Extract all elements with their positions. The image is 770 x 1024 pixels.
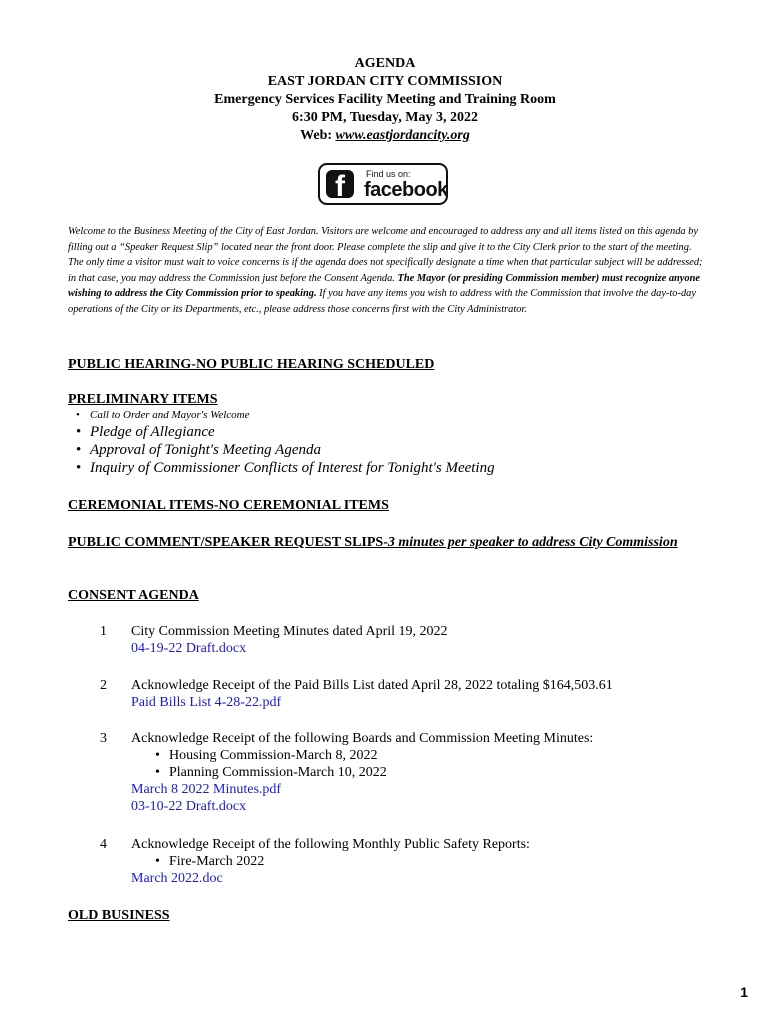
section-ceremonial-items: CEREMONIAL ITEMS-NO CEREMONIAL ITEMS: [68, 498, 389, 513]
intro-text-end: If you have any items you wish to address with the Commission that involve the day-to-day operations of the City or its Departments, etc., please address those concerns first with the City Administrator.: [68, 288, 696, 315]
intro-text-start: Welcome to the Business Meeting of the City of East Jordan. Visitors are welcome and encouraged to address any and all items listed on this agenda by filling out a “Speaker Request Slip” located near the front door. Please complete the slip and give it to the City Clerk prior to the start of the meeting. The only time a visitor must wait to voice concerns is if the agenda does not specifically designate a time when that particular subject will be addressed; in that case, you may address the Commission just before the Consent Agenda.: [68, 226, 703, 284]
public-comment-title: PUBLIC COMMENT/SPEAKER REQUEST SLIPS-: [68, 535, 388, 550]
list-item: • Approval of Tonight's Meeting Agenda: [68, 441, 495, 459]
item-text: Acknowledge Receipt of the Paid Bills List dated April 28, 2022 totaling $164,503.61: [131, 678, 613, 693]
list-item: • Housing Commission-March 8, 2022: [131, 747, 711, 764]
section-preliminary-items: PRELIMINARY ITEMS: [68, 392, 218, 407]
attachment-link[interactable]: 03-10-22 Draft.docx: [131, 799, 247, 814]
public-comment-note: 3 minutes per speaker to address City Commission: [387, 535, 678, 550]
intro-bold-text: The Mayor (or presiding Commission member) must recognize anyone wishing to address the City Commission prior to speaking.: [68, 272, 700, 299]
item-text: City Commission Meeting Minutes dated April 19, 2022: [131, 624, 448, 639]
item-text: Acknowledge Receipt of the following Boards and Commission Meeting Minutes:: [131, 731, 594, 746]
list-item: • Pledge of Allegiance: [68, 423, 495, 441]
web-label: Web:: [300, 128, 336, 143]
commission-name: EAST JORDAN CITY COMMISSION: [267, 74, 503, 89]
item-text: Acknowledge Receipt of the following Monthly Public Safety Reports:: [131, 837, 530, 852]
minutes-list: [131, 747, 711, 781]
welcome-paragraph: [68, 224, 708, 317]
attachment-link[interactable]: March 2022.doc: [131, 871, 223, 886]
list-item: • Call to Order and Mayor's Welcome: [68, 408, 495, 423]
item-number: 1: [100, 624, 107, 639]
attachment-link[interactable]: Paid Bills List 4-28-22.pdf: [131, 695, 282, 710]
agenda-header: [0, 55, 770, 145]
item-number: 3: [100, 731, 107, 746]
attachment-link[interactable]: 04-19-22 Draft.docx: [131, 641, 247, 656]
item-number: 4: [100, 837, 107, 852]
section-consent-agenda: CONSENT AGENDA: [68, 588, 199, 603]
section-public-comment: [68, 534, 688, 552]
attachment-link[interactable]: March 8 2022 Minutes.pdf: [131, 782, 282, 797]
facebook-badge[interactable]: [318, 163, 448, 205]
meeting-location: Emergency Services Facility Meeting and Training Room: [214, 92, 556, 107]
section-public-hearing: PUBLIC HEARING-NO PUBLIC HEARING SCHEDULED: [68, 357, 435, 372]
list-item: • Fire-March 2022: [131, 853, 711, 870]
web-line: [0, 127, 770, 145]
reports-list: [131, 853, 711, 870]
item-number: 2: [100, 678, 107, 693]
meeting-time: 6:30 PM, Tuesday, May 3, 2022: [292, 110, 478, 125]
facebook-find-us-text: Find us on:: [366, 169, 411, 179]
website-link[interactable]: www.eastjordancity.org: [335, 128, 470, 143]
facebook-icon: f: [326, 170, 354, 198]
page-number: 1: [740, 984, 748, 1000]
facebook-wordmark: facebook: [364, 179, 448, 201]
section-old-business: OLD BUSINESS: [68, 908, 170, 923]
list-item: • Inquiry of Commissioner Conflicts of Interest for Tonight's Meeting: [68, 459, 495, 477]
preliminary-items-list: [68, 408, 495, 477]
agenda-title: AGENDA: [354, 56, 416, 71]
list-item: • Planning Commission-March 10, 2022: [131, 764, 711, 781]
